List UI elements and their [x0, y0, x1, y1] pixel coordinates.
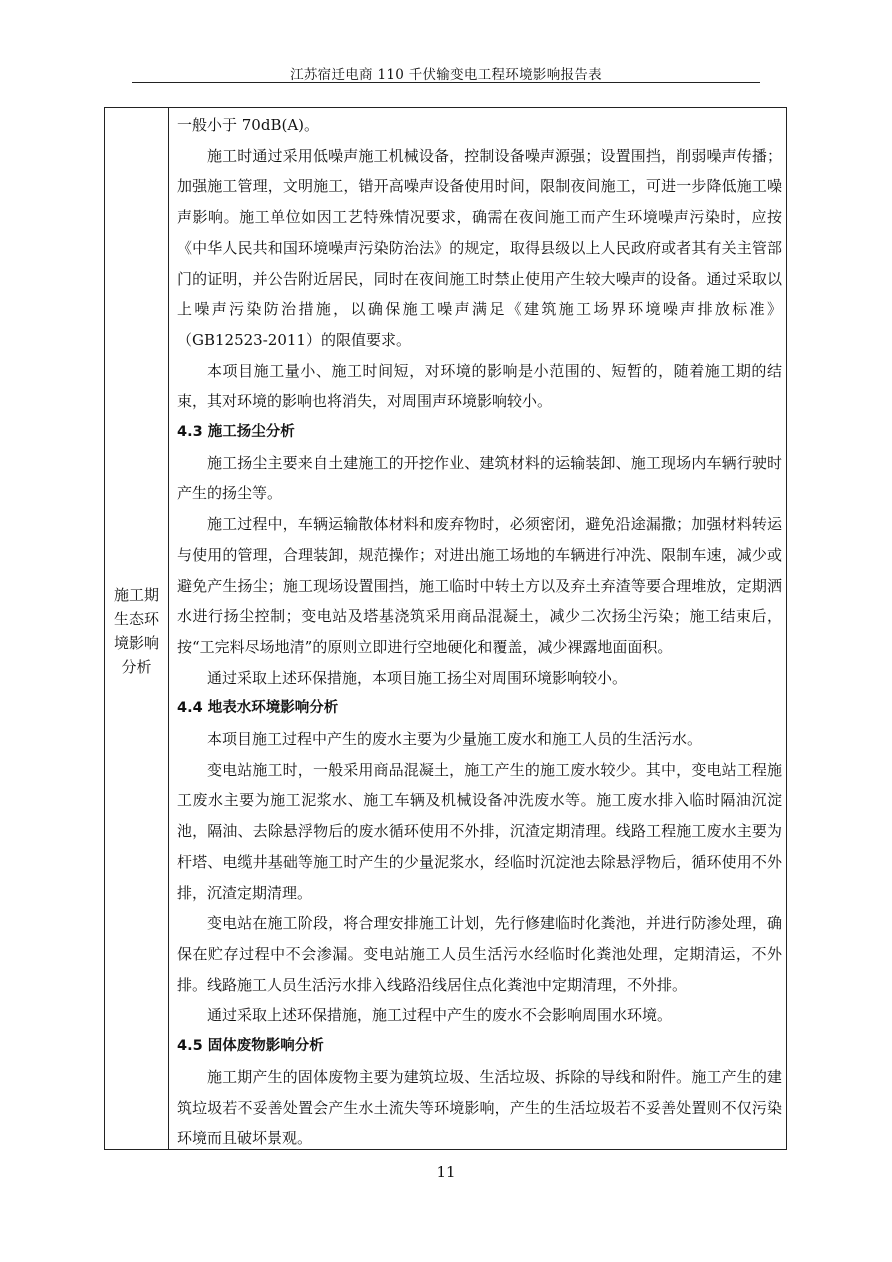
- paragraph: 通过采取上述环保措施，施工过程中产生的废水不会影响周围水环境。: [207, 1006, 673, 1025]
- paragraph: 施工过程中，车辆运输散体材料和废弃物时，必须密闭，避免沿途漏撒；加强材料转运与使用的管理，合理装卸，规范操作；对进出施工场地的车辆进行冲洗、限制车速，减少或避免产生扬尘；施工现场设置围挡，施工临时中转土方以及弃土弃渣等要合理堆放，定期洒水进行扬尘控制；变电站及塔基浇筑采用商品混凝土，减少二次扬尘污染；施工结束后，按“工完料尽场地清”的原则立即进行空地硬化和覆盖，减少裸露地面面积。: [177, 515, 782, 656]
- page-header-title: 江苏宿迁电商 110 千伏输变电工程环境影响报告表: [290, 67, 602, 83]
- left-label-cell: [105, 108, 169, 1149]
- paragraph: 施工期产生的固体废物主要为建筑垃圾、生活垃圾、拆除的导线和附件。施工产生的建筑垃圾若不妥善处置会产生水土流失等环境影响，产生的生活垃圾若不妥善处置则不仅污染环境而且破坏景观。: [177, 1067, 782, 1148]
- section-heading: 4.5 固体废物影响分析: [177, 1038, 324, 1055]
- paragraph: 本项目施工过程中产生的废水主要为少量施工废水和施工人员的生活污水。: [207, 730, 703, 749]
- left-label: 施工期生态环境影响分析: [113, 585, 159, 676]
- paragraph: 通过采取上述环保措施，本项目施工扬尘对周围环境影响较小。: [207, 668, 628, 687]
- paragraph: 本项目施工量小、施工时间短，对环境的影响是小范围的、短暂的，随着施工期的结束，其对环境的影响也将消失，对周围声环境影响较小。: [177, 361, 782, 411]
- paragraph: 施工时通过采用低噪声施工机械设备，控制设备噪声源强；设置围挡，削弱噪声传播；加强施工管理，文明施工，错开高噪声设备使用时间，限制夜间施工，可进一步降低施工噪声影响。施工单位如因工艺特殊情况要求，确需在夜间施工而产生环境噪声污染时，应按《中华人民共和国环境噪声污染防治法》的规定，取得县级以上人民政府或者其有关主管部门的证明，并公告附近居民，同时在夜间施工时禁止使用产生较大噪声的设备。通过采取以上噪声污染防治措施，以确保施工噪声满足《建筑施工场界环境噪声排放标准》（GB12523-2011）的限值要求。: [177, 146, 782, 349]
- content-cell: [177, 110, 782, 1154]
- content-table: [104, 107, 787, 1150]
- section-heading: 4.3 施工扬尘分析: [177, 424, 295, 441]
- paragraph: 变电站施工时，一般采用商品混凝土，施工产生的施工废水较少。其中，变电站工程施工废水主要为施工泥浆水、施工车辆及机械设备冲洗废水等。施工废水排入临时隔油沉淀池，隔油、去除悬浮物后的废水循环使用不外排，沉渣定期清理。线路工程施工废水主要为杆塔、电缆井基础等施工时产生的少量泥浆水，经临时沉淀池去除悬浮物后，循环使用不外排，沉渣定期清理。: [177, 760, 782, 902]
- page-number: 11: [436, 1163, 456, 1181]
- paragraph: 施工扬尘主要来自土建施工的开挖作业、建筑材料的运输装卸、施工现场内车辆行驶时产生的扬尘等。: [177, 453, 782, 503]
- paragraph: 一般小于 70dB(A)。: [177, 116, 320, 134]
- header-rule: [132, 82, 760, 83]
- paragraph: 变电站在施工阶段，将合理安排施工计划，先行修建临时化粪池，并进行防渗处理，确保在贮存过程中不会渗漏。变电站施工人员生活污水经临时化粪池处理，定期清运，不外排。线路施工人员生活污水排入线路沿线居住点化粪池中定期清理，不外排。: [177, 914, 782, 994]
- section-heading: 4.4 地表水环境影响分析: [177, 700, 339, 717]
